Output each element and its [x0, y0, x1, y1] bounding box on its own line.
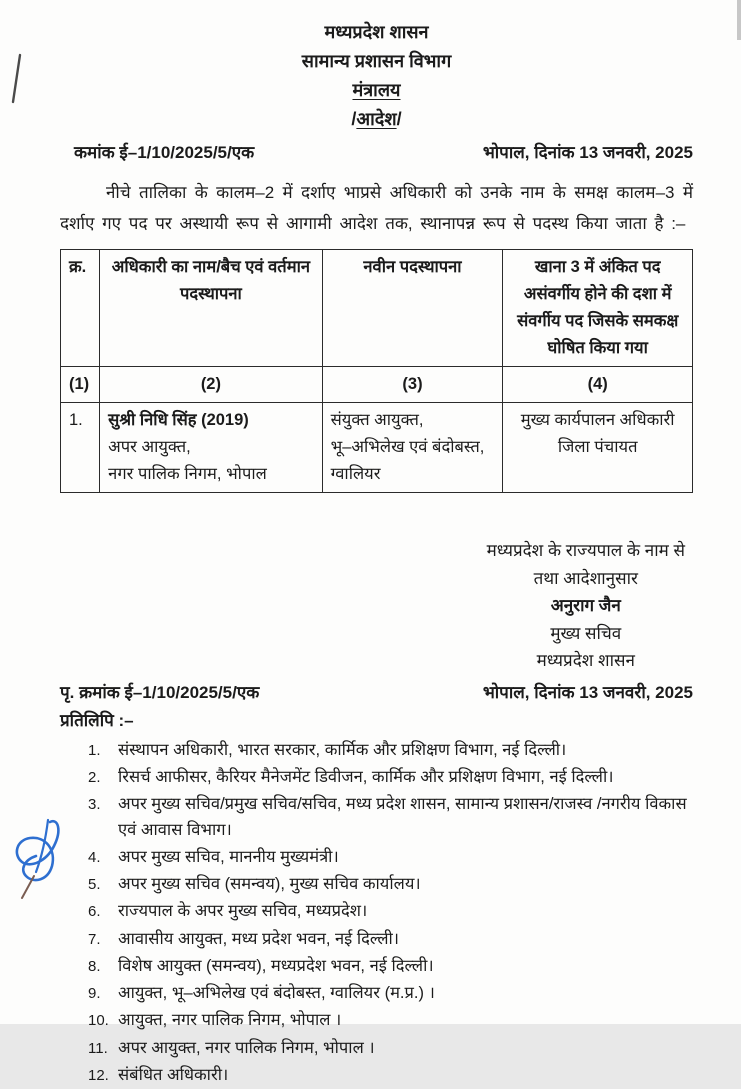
- place-date: भोपाल, दिनांक 13 जनवरी, 2025: [483, 140, 693, 163]
- cell-equivalent-post: [503, 403, 693, 493]
- table-header-row: [61, 250, 693, 367]
- colnum-4: (4): [503, 367, 693, 403]
- cell-sno: 1.: [61, 403, 100, 493]
- signatory-org: मध्यप्रदेश शासन: [487, 647, 685, 675]
- document-header: [60, 18, 693, 134]
- header-new-posting: नवीन पदस्थापना: [322, 250, 503, 367]
- gov-name: मध्यप्रदेश शासन: [60, 18, 693, 47]
- list-item: 2. रिसर्च आफीसर, कैरियर मैनेजमेंट डिवीजन, कार्मिक और प्रशिक्षण विभाग, नई दिल्ली।: [88, 764, 693, 791]
- officer-current-org: नगर पालिक निगम, भोपाल: [108, 461, 313, 488]
- blue-pen-signature-scribble: [8, 816, 72, 916]
- equivalent-post-line: मुख्य कार्यपालन अधिकारी: [511, 407, 684, 434]
- table-row: [61, 403, 693, 493]
- signature-order-line: तथा आदेशानुसार: [487, 565, 685, 593]
- column-number-row: [61, 367, 693, 403]
- signatory-designation: मुख्य सचिव: [487, 620, 685, 648]
- header-officer-name: अधिकारी का नाम/बैच एवं वर्तमान पदस्थापना: [100, 250, 322, 367]
- colnum-2: (2): [100, 367, 322, 403]
- list-item: 8. विशेष आयुक्त (समन्वय), मध्यप्रदेश भवन, नई दिल्ली।: [88, 953, 693, 980]
- endorsement-place-date: भोपाल, दिनांक 13 जनवरी, 2025: [483, 680, 693, 703]
- signature-authority-line: मध्यप्रदेश के राज्यपाल के नाम से: [487, 537, 685, 565]
- signature-area: [60, 537, 693, 675]
- list-item: 11. अपर आयुक्त, नगर पालिक निगम, भोपाल ।: [88, 1035, 693, 1062]
- list-item: 12. संबंधित अधिकारी।: [88, 1062, 693, 1089]
- header-sno: क्र.: [61, 250, 100, 367]
- colnum-3: (3): [322, 367, 503, 403]
- copy-to-list: [60, 737, 693, 1089]
- endorsement-line: [60, 680, 693, 703]
- copy-to-label: प्रतिलिपि :–: [60, 708, 693, 731]
- order-number: कमांक ई–1/10/2025/5/एक: [74, 140, 254, 163]
- list-item: 5. अपर मुख्य सचिव (समन्वय), मुख्य सचिव कार्यालय।: [88, 871, 693, 898]
- colnum-1: (1): [61, 367, 100, 403]
- equivalent-post-line: जिला पंचायत: [511, 434, 684, 461]
- header-equivalent-post: खाना 3 में अंकित पद असंवर्गीय होने की दशा में संवर्गीय पद जिसके समकक्ष घोषित किया गया: [503, 250, 693, 367]
- ministry-line: मंत्रालय: [60, 76, 693, 105]
- order-title: /आदेश/: [60, 105, 693, 134]
- list-item: 3. अपर मुख्य सचिव/प्रमुख सचिव/सचिव, मध्य प्रदेश शासन, सामान्य प्रशासन/राजस्व /नगरीय विकास एवं आवास विभाग।: [88, 791, 693, 844]
- new-post-line: भू–अभिलेख एवं बंदोबस्त,: [331, 434, 495, 461]
- list-item: 6. राज्यपाल के अपर मुख्य सचिव, मध्यप्रदेश।: [88, 898, 693, 925]
- posting-table: [60, 249, 693, 493]
- signatory-name: अनुराग जैन: [487, 592, 685, 620]
- department-name: सामान्य प्रशासन विभाग: [60, 47, 693, 76]
- cell-new-posting: [322, 403, 503, 493]
- new-post-line: संयुक्त आयुक्त,: [331, 407, 495, 434]
- signature-block: [487, 537, 685, 675]
- endorsement-number: पृ. क्रमांक ई–1/10/2025/5/एक: [60, 680, 259, 703]
- list-item: 7. आवासीय आयुक्त, मध्य प्रदेश भवन, नई दिल्ली।: [88, 926, 693, 953]
- list-item: 4. अपर मुख्य सचिव, माननीय मुख्यमंत्री।: [88, 844, 693, 871]
- scan-edge-artifact: [737, 0, 741, 40]
- pen-stroke-mark: [6, 52, 28, 108]
- officer-name: सुश्री निधि सिंह (2019): [108, 407, 313, 434]
- intro-paragraph: नीचे तालिका के कालम–2 में दर्शाए भाप्रसे अधिकारी को उनके नाम के समक्ष कालम–3 में दर्शाए गए पद पर अस्थायी रूप से आगामी आदेश तक, स्थानापन्न रूप से पदस्थ किया जाता है :–: [60, 177, 693, 239]
- list-item: 1. संस्थापन अधिकारी, भारत सरकार, कार्मिक और प्रशिक्षण विभाग, नई दिल्ली।: [88, 737, 693, 764]
- reference-line: [60, 140, 693, 163]
- cell-officer-name: [100, 403, 322, 493]
- list-item: 10. आयुक्त, नगर पालिक निगम, भोपाल ।: [88, 1007, 693, 1034]
- officer-current-post: अपर आयुक्त,: [108, 434, 313, 461]
- new-post-line: ग्वालियर: [331, 461, 495, 488]
- list-item: 9. आयुक्त, भू–अभिलेख एवं बंदोबस्त, ग्वालियर (म.प्र.) ।: [88, 980, 693, 1007]
